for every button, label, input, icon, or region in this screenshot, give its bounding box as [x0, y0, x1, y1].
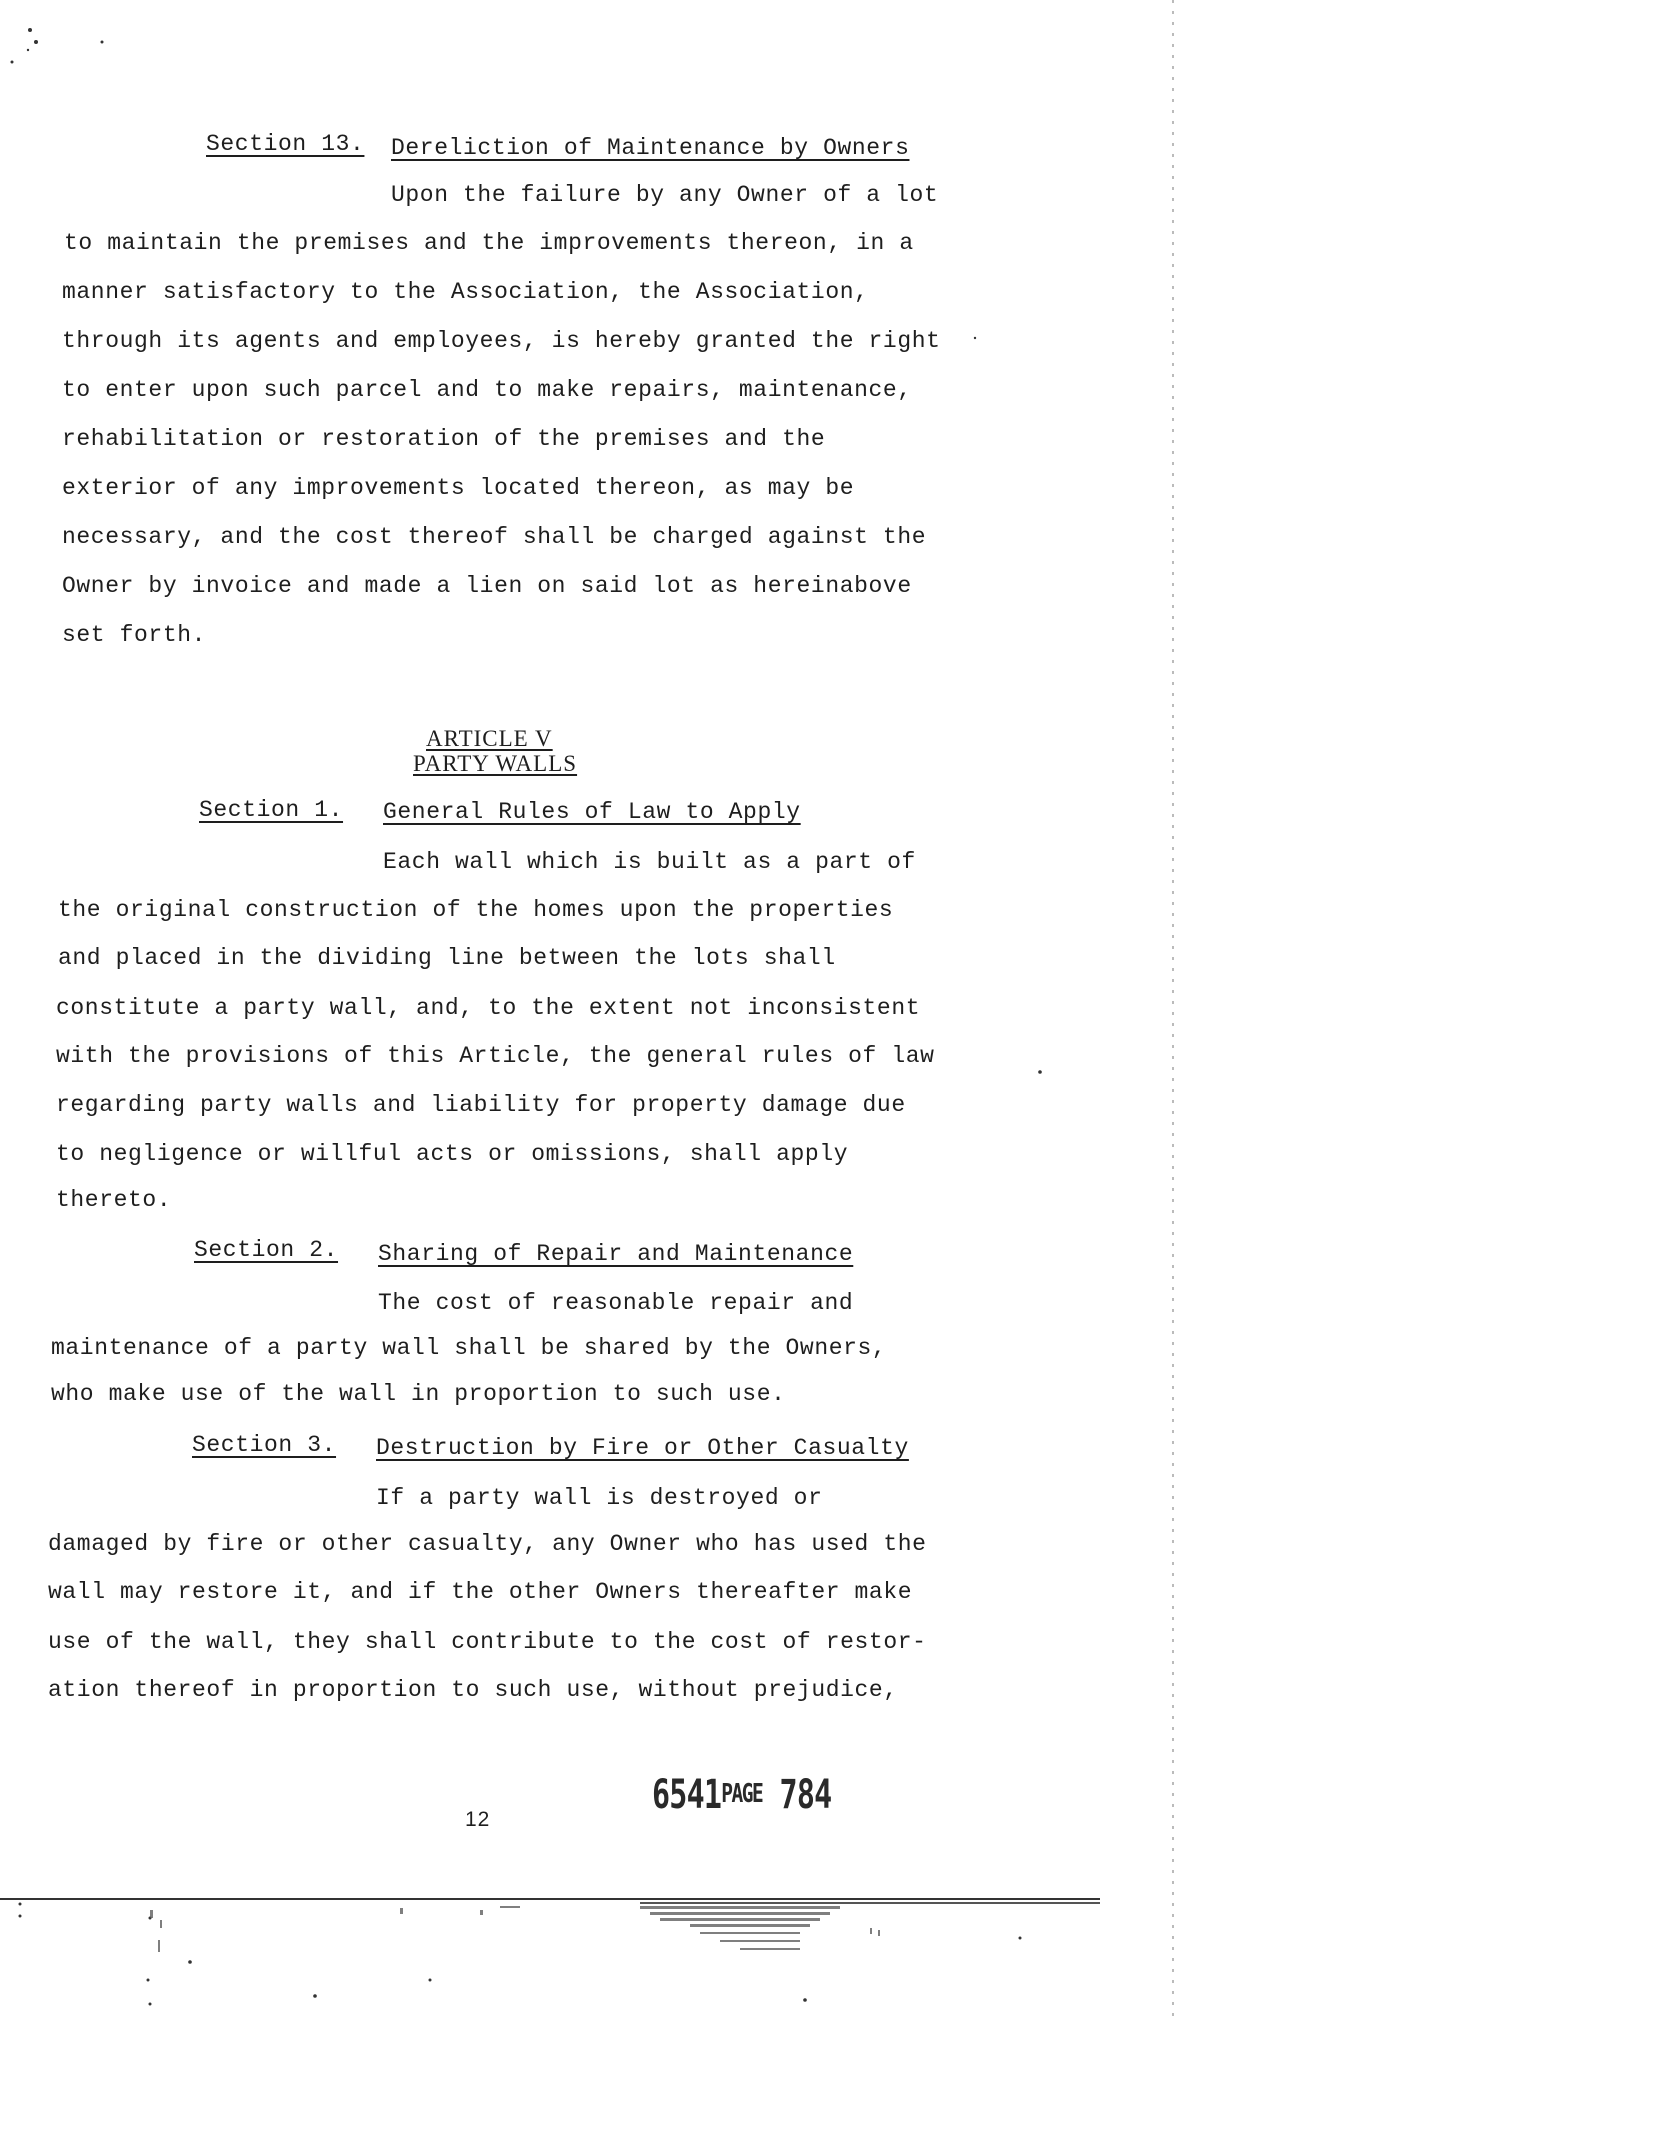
section-13-label: Section 13.: [206, 131, 365, 157]
section-2-label: Section 2.: [194, 1237, 339, 1263]
section-1-line-5: with the provisions of this Article, the general rules of law: [56, 1043, 935, 1069]
section-13-line-10: set forth.: [62, 622, 207, 648]
section-2-line-3: who make use of the wall in proportion to such use.: [51, 1381, 786, 1407]
section-1-label: Section 1.: [199, 797, 344, 823]
section-3-line-2: damaged by fire or other casualty, any Owner who has used the: [48, 1531, 927, 1557]
page-number: 12: [465, 1808, 491, 1831]
section-1-line-8: thereto.: [56, 1187, 172, 1213]
section-1-line-7: to negligence or willful acts or omissions, shall apply: [56, 1141, 849, 1167]
section-1-line-6: regarding party walls and liability for property damage due: [56, 1092, 906, 1118]
section-13-line-9: Owner by invoice and made a lien on said lot as hereinabove: [62, 573, 912, 599]
section-3-line-1: If a party wall is destroyed or: [376, 1485, 823, 1511]
section-13-line-6: rehabilitation or restoration of the premises and the: [62, 426, 826, 452]
section-3-title: Destruction by Fire or Other Casualty: [376, 1435, 909, 1461]
section-2-line-2: maintenance of a party wall shall be shared by the Owners,: [51, 1335, 887, 1361]
section-3-label: Section 3.: [192, 1432, 337, 1458]
section-1-line-4: constitute a party wall, and, to the extent not inconsistent: [56, 995, 921, 1021]
article-title: PARTY WALLS: [413, 751, 578, 776]
section-13-line-7: exterior of any improvements located thereon, as may be: [62, 475, 855, 501]
section-13-line-3: manner satisfactory to the Association, the Association,: [62, 279, 869, 305]
section-1-title: General Rules of Law to Apply: [383, 799, 801, 825]
section-2-title: Sharing of Repair and Maintenance: [378, 1241, 854, 1267]
article-number: ARTICLE V: [426, 726, 553, 751]
section-13-title: Dereliction of Maintenance by Owners: [391, 135, 910, 161]
section-1-line-1: Each wall which is built as a part of: [383, 849, 916, 875]
section-1-line-2: the original construction of the homes upon the properties: [58, 897, 894, 923]
section-13-line-1: Upon the failure by any Owner of a lot: [391, 182, 939, 208]
section-13-line-4: through its agents and employees, is hereby granted the right: [62, 328, 941, 354]
section-13-line-8: necessary, and the cost thereof shall be charged against the: [62, 524, 927, 550]
section-3-line-3: wall may restore it, and if the other Owners thereafter make: [48, 1579, 913, 1605]
section-13-line-2: to maintain the premises and the improvements thereon, in a: [64, 230, 914, 256]
section-2-line-1: The cost of reasonable repair and: [378, 1290, 854, 1316]
section-3-line-4: use of the wall, they shall contribute to the cost of restor-: [48, 1629, 927, 1655]
section-13-line-5: to enter upon such parcel and to make repairs, maintenance,: [62, 377, 912, 403]
stamp-page-ref: 784: [779, 1772, 832, 1818]
section-1-line-3: and placed in the dividing line between the lots shall: [58, 945, 836, 971]
stamp-book-number: 6541: [652, 1772, 722, 1818]
section-3-line-5: ation thereof in proportion to such use, without prejudice,: [48, 1677, 898, 1703]
stamp-page-word: PAGE: [721, 1779, 763, 1809]
